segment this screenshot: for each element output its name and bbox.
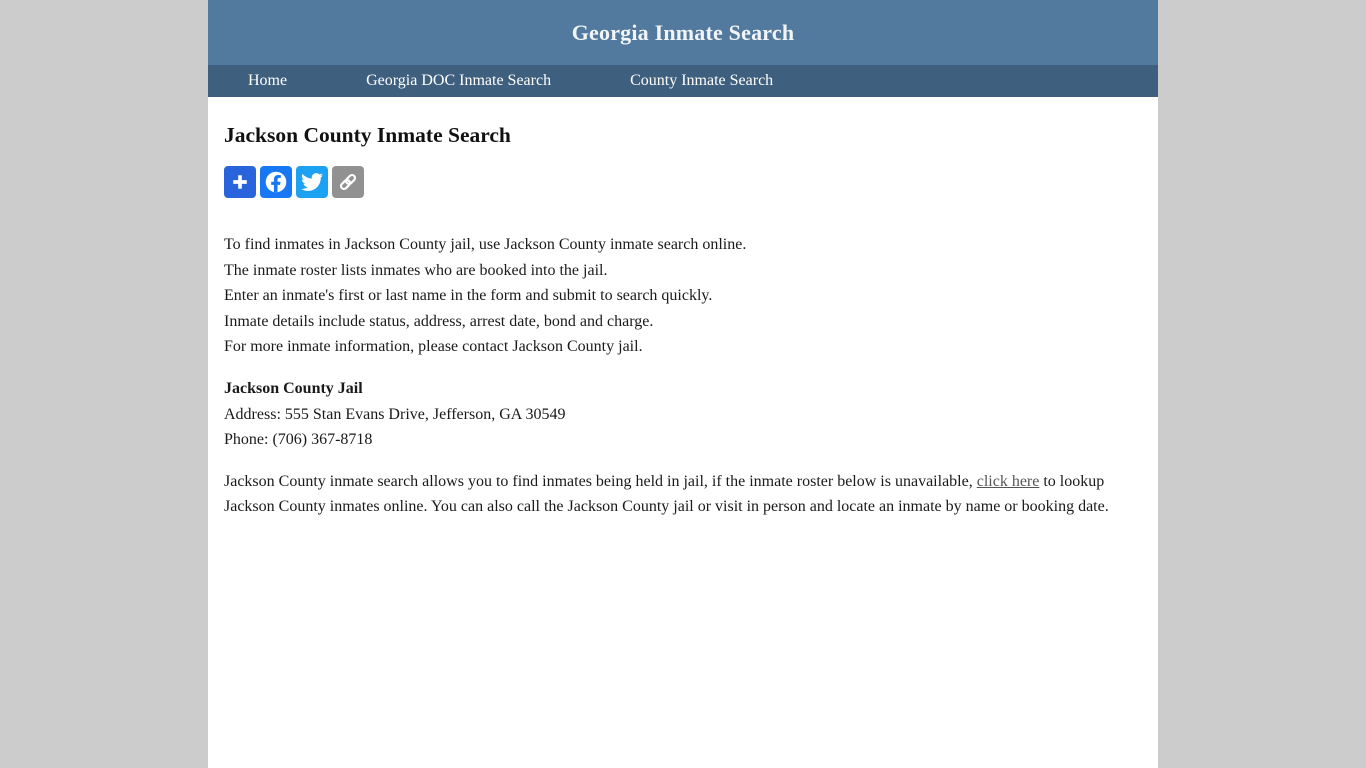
main-content <box>208 97 1158 768</box>
intro-line: Enter an inmate's first or last name in the form and submit to search quickly. <box>224 287 713 305</box>
click-here-link[interactable]: click here <box>976 472 1040 490</box>
nav-item-county-inmate-search[interactable]: County Inmate Search <box>630 72 774 89</box>
copy-link-icon <box>337 171 359 193</box>
page-container <box>208 0 1158 768</box>
site-title: Georgia Inmate Search <box>571 19 795 45</box>
intro-line: The inmate roster lists inmates who are booked into the jail. <box>224 261 608 279</box>
page-heading: Jackson County Inmate Search <box>224 123 511 147</box>
nav-item-home[interactable]: Home <box>248 72 288 89</box>
facebook-share-button[interactable] <box>260 166 292 198</box>
share-button[interactable] <box>224 166 256 198</box>
nav-item-georgia-doc-inmate-search[interactable]: Georgia DOC Inmate Search <box>366 72 552 89</box>
intro-line: For more inmate information, please contact Jackson County jail. <box>224 338 643 356</box>
jail-phone: Phone: (706) 367-8718 <box>224 431 373 449</box>
jail-info-block <box>224 376 1142 453</box>
share-buttons-row <box>224 166 1142 198</box>
jail-name: Jackson County Jail <box>224 379 363 397</box>
intro-paragraph <box>224 232 1142 360</box>
intro-line: Inmate details include status, address, arrest date, bond and charge. <box>224 312 654 330</box>
outro-paragraph <box>224 469 1142 520</box>
jail-address: Address: 555 Stan Evans Drive, Jefferson, GA 30549 <box>224 405 566 423</box>
site-header <box>208 0 1158 65</box>
share-plus-icon <box>229 171 251 193</box>
outro-text-before-link: Jackson County inmate search allows you to find inmates being held in jail, if the inmate roster below is unavailable, <box>224 472 977 490</box>
intro-line: To find inmates in Jackson County jail, use Jackson County inmate search online. <box>224 236 747 253</box>
main-nav <box>208 65 1158 97</box>
outro-text-after-link: to lookup Jackson County inmates online. You can also call the Jackson County jail or visit in person and locate an inmate by name or booking date. <box>224 472 1109 516</box>
copy-link-button[interactable] <box>332 166 364 198</box>
twitter-icon <box>301 171 323 193</box>
facebook-icon <box>263 169 289 195</box>
twitter-share-button[interactable] <box>296 166 328 198</box>
